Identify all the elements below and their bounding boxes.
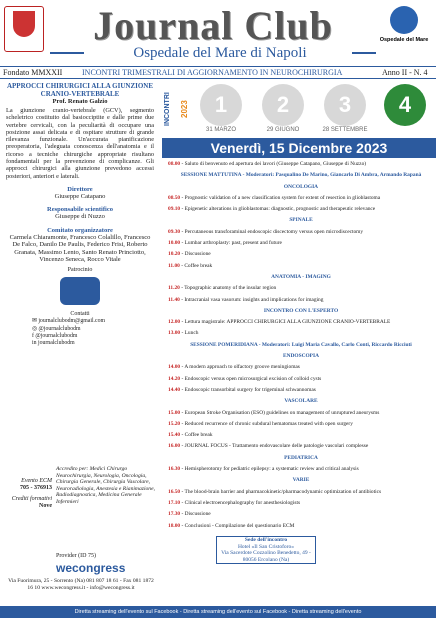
- program-time: 18.00: [168, 522, 181, 529]
- journal-title: Journal Club: [93, 3, 333, 48]
- issue-number: Anno II - N. 4: [382, 68, 428, 77]
- meetings-timeline: [162, 82, 436, 138]
- program-item: 08.00 - Saluto di benvenuto ed apertura dei lavori (Giuseppe Catapano, Giuseppe di Nuzzo): [168, 161, 367, 167]
- step-3: 3: [324, 84, 366, 126]
- program-item: 16.00 - JOURNAL FOCUS - Trattamento endovascolare delle patologie vascolari complesse: [168, 443, 369, 450]
- step-1-date: 31 MARZO: [205, 127, 236, 133]
- series-title: INCONTRI TRIMESTRALI DI AGGIORNAMENTO IN NEUROCHIRURGIA: [82, 68, 343, 77]
- step-1: 1: [200, 84, 242, 126]
- program-time: 09.10: [168, 206, 181, 213]
- masthead: [0, 0, 436, 62]
- program-item: 10.20 - Discussione: [168, 251, 211, 258]
- program-time: 15.20: [168, 420, 181, 427]
- program-item: 10.00 - Lumbar arthroplasty: past, present and future: [168, 240, 282, 247]
- program-item: 15.40 - Coffee break: [168, 432, 213, 439]
- article-heading: APPROCCI CHIRURGICI ALLA GIUNZIONE CRANIO-VERTEBRALE: [6, 82, 154, 98]
- instagram-icon: ◎: [32, 325, 39, 332]
- program-time: 14.00: [168, 364, 181, 371]
- provider-label: Provider (ID 75): [56, 553, 96, 559]
- facebook-link[interactable]: f @journalclubodm: [32, 333, 78, 340]
- program-time: 16.30: [168, 466, 181, 473]
- venue-hotel: Hotel «Il San Cristoforo»: [237, 543, 295, 550]
- program-item: 15.00 - European Stroke Organisation (ESO) guidelines on management of unruptured aneurysms: [168, 409, 380, 416]
- accredit-text: Accredito per: Medici Chirurgo Neurochirurgia, Neurologia, Oncologia, Chirurgia Generale, Chirurgia Vascolare, Neuroradiologia, Anestesia e Rianimazione, Radiodiagnostica, Medicina Generale Infermieri: [56, 466, 155, 505]
- resp-name: Giuseppe di Nuzzo: [55, 213, 105, 221]
- provider-address: Via Fuorimura, 25 - Sorrento (Na) 081 807 18 61 - Fax 081 1872 16 10 www.wecongress.it - info@wecongress.it: [8, 578, 154, 591]
- streaming-banner: Diretta streaming dell'evento sul Facebook - Diretta streaming dell'evento sul Facebook - Diretta streaming dell'evento: [0, 606, 436, 618]
- program-time: 10.20: [168, 251, 181, 258]
- program-item: 14.00 - A modern approach to olfactory groove meningiomas: [168, 364, 300, 371]
- program-item: 15.20 - Reduced recurrence of chronic subdural hematomas treated with open surgery: [168, 420, 353, 427]
- program-item: ENDOSCOPIA: [283, 353, 319, 360]
- hospital-logo: Ospedale del Mare: [378, 6, 430, 52]
- program-time: 11.00: [168, 262, 180, 269]
- program-time: 12.00: [168, 319, 181, 326]
- article-body: La giunzione cranio-vertebrale (GCV), segmento scheletrico costituito dal basiocciptite e dalle prime due vertebre cervicali, con la peculiarità di occupare una posizione assai delicata e di ospitare strutture di grande rilevanza funzionale. Un'accurata pianificazione preoperatoria, l'adeguata conoscenza dell'anatomia e il ricorso a tecniche chirurgiche appropriate risultano fondamentali per la prevenzione di complicanze. Gli approcci chirurgici alla giunzione prevedono accessi posteriori, anteriori e laterali.: [6, 107, 154, 180]
- program-item: SESSIONE MATTUTINA - Moderatori: Pasqualino De Marino, Giancarlo Di Ambra, Armando Rapanà: [180, 172, 422, 179]
- direttore-name: Giuseppe Catapano: [54, 192, 106, 200]
- direttore-heading: Direttore: [67, 185, 93, 193]
- issue-band: [0, 66, 436, 79]
- program-item: 16.30 - Hemispherotomy for pediatric epilepsy: a systematic review and critical analysis: [168, 466, 359, 473]
- program-time: 08.50: [168, 194, 181, 201]
- program-time: 16.50: [168, 488, 181, 495]
- program-item: 18.00 - Conclusioni - Compilazione del questionario ECM: [168, 522, 295, 529]
- contatti-label: Contatti: [70, 310, 90, 317]
- venue-address: Via Sacerdote Cozzolino Benedetto, 49 - 80056 Ercolano (Na): [221, 550, 311, 563]
- program-item: 09.30 - Percutaneous transforaminal endoscopic discectomy versus open microdiscectomy: [168, 228, 364, 235]
- article-author: Prof. Renato Galzio: [52, 98, 108, 105]
- program-item: ONCOLOGIA: [283, 183, 319, 190]
- comitato-heading: Comitato organizzatore: [47, 226, 113, 234]
- program-time: 17.30: [168, 511, 181, 518]
- program-time: 15.40: [168, 432, 181, 439]
- program-item: 16.50 - The blood-brain barrier and pharmacokinetic/pharmacodynamic optimization of antibiotics: [168, 488, 382, 495]
- program-item: 09.10 - Epigenetic alterations in glioblastomas: diagnostic, prognostic and therapeutic relevance: [168, 206, 376, 213]
- resp-heading: Responsabile scientifico: [47, 206, 113, 214]
- event-date: Venerdì, 15 Dicembre 2023: [162, 138, 436, 158]
- year-label: 2023: [180, 100, 189, 118]
- comitato-names: Carmela Chiaramonte, Francesco Colalillo, Francesco De Falco, Danilo De Paulis, Federico Frisi, Roberto Granata, Massimo Lento, Santo Renato Princiotto, Vincenzo Seneca, Rocco Vitale: [9, 233, 151, 263]
- program-time: 10.00: [168, 240, 181, 247]
- program-item: SESSIONE POMERIDIANA - Moderatori: Luigi Maria Cavallo, Carlo Conti, Riccardo Ricciuti: [190, 341, 412, 348]
- journal-subtitle: Ospedale del Mare di Napoli: [133, 45, 307, 61]
- wecongress-logo: wecongress: [56, 561, 126, 575]
- program-item: 11.00 - Coffee break: [168, 262, 213, 269]
- incontri-label: INCONTRI: [164, 92, 171, 126]
- sinch-logo: [60, 277, 100, 305]
- program-time: 14.40: [168, 386, 181, 393]
- program-time: 09.30: [168, 228, 181, 235]
- program-item: 11.20 - Topographic anatomy of the insular region: [168, 285, 277, 292]
- ecm-label: Evento ECM: [21, 478, 52, 484]
- venue-heading: Sede dell'incontro: [244, 537, 288, 543]
- credits-label: Crediti formativi: [11, 496, 52, 502]
- step-2-date: 29 GIUGNO: [266, 127, 300, 133]
- program-item: VARIE: [292, 477, 310, 484]
- linkedin-icon: in: [32, 340, 38, 347]
- program-time: 13.00: [168, 330, 181, 337]
- step-3-date: 28 SETTEMBRE: [322, 127, 368, 133]
- program-item: 14.40 - Endoscopic transorbital surgery for trigeminal schwannomas: [168, 386, 316, 393]
- program-item: 12.00 - Lettura magistrale: APPROCCI CHIRURGICI ALLA GIUNZIONE CRANIO-VERTEBRALE: [168, 319, 391, 326]
- instagram-link[interactable]: ◎ @journalclubodm: [32, 325, 81, 332]
- facebook-icon: f: [32, 333, 36, 340]
- program-item: 14.20 - Endoscopic versus open microsurgical excision of colloid cysts: [168, 375, 322, 382]
- founded: Fondato MMXXII: [3, 68, 63, 77]
- program-time: 14.20: [168, 375, 181, 382]
- patrocinio-label: Patrocinio: [67, 267, 93, 274]
- venue-box: [216, 536, 316, 564]
- mail-icon: ✉: [32, 318, 39, 325]
- program-time: 08.00: [168, 161, 181, 167]
- ecm-card: [0, 462, 160, 618]
- program-list: [168, 161, 434, 534]
- program-item: PEDIATRICA: [284, 454, 318, 461]
- step-4: 4: [384, 84, 426, 126]
- credits-value: Nove: [39, 503, 52, 509]
- program-item: 08.50 - Prognostic validation of a new classification system for extent of resection in glioblastoma: [168, 194, 381, 201]
- program-item: ANATOMIA - IMAGING: [271, 273, 331, 280]
- program-item: 11.40 - Intracranial vasa vasorum: insights and implications for imaging: [168, 296, 324, 303]
- program-item: INCONTRO CON L'ESPERTO: [263, 307, 339, 314]
- program-item: 17.30 - Discussione: [168, 511, 211, 518]
- program-item: 17.10 - Clinical electroencephalography for anesthesiologists: [168, 499, 301, 506]
- program-time: 11.40: [168, 296, 180, 303]
- program-time: 17.10: [168, 499, 181, 506]
- program-item: VASCOLARE: [284, 398, 318, 405]
- step-2: 2: [262, 84, 304, 126]
- ecm-code: 705 - 376913: [20, 485, 52, 491]
- program-time: 11.20: [168, 285, 180, 292]
- program-item: SPINALE: [289, 217, 313, 224]
- email-link[interactable]: ✉ journalclubodm@gmail.com: [32, 318, 105, 325]
- journal-crest-logo: [4, 6, 44, 52]
- program-time: 16.00: [168, 443, 181, 450]
- program-item: 13.00 - Lunch: [168, 330, 199, 337]
- program-time: 15.00: [168, 409, 181, 416]
- linkedin-link[interactable]: in journalclubodm: [32, 340, 75, 347]
